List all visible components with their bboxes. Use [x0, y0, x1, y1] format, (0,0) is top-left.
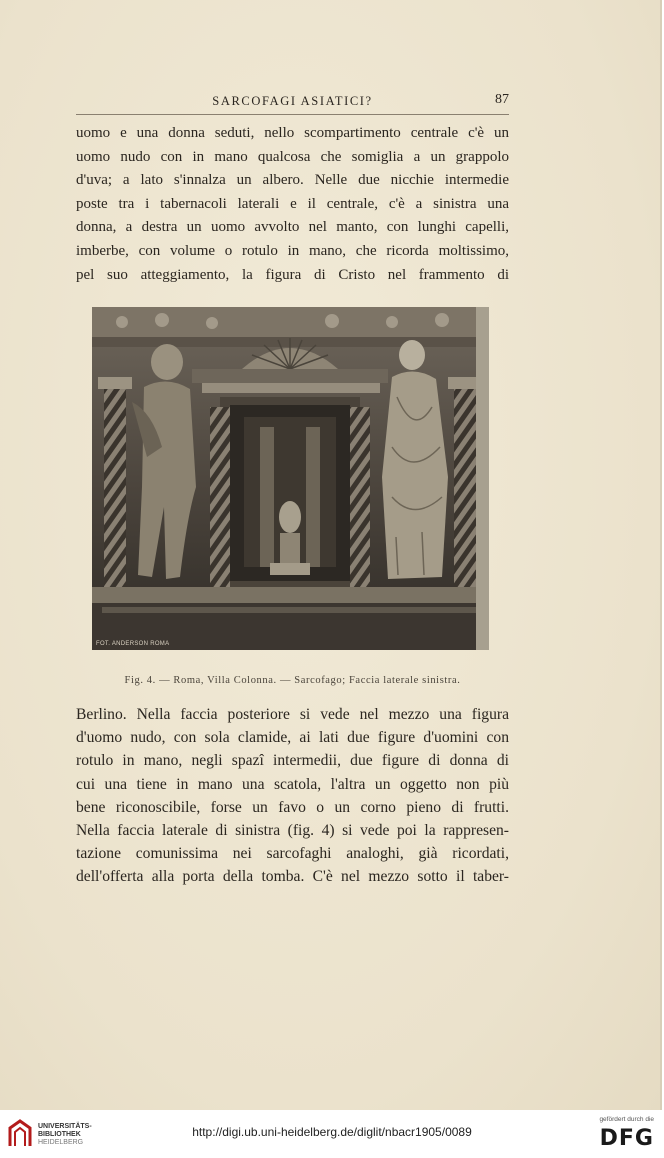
text-line: dell'offerta alla porta della tomba. C'è nel mezzo sotto il taber- — [76, 868, 509, 886]
body-text-bottom — [76, 703, 509, 889]
photo-credit: FOT. ANDERSON ROMA — [96, 641, 170, 647]
text-line: d'uomo nudo, con sola clamide, ai lati due figure d'uomini con — [76, 729, 509, 747]
sarcophagus-relief-image — [92, 307, 489, 650]
text-line: d'uva; a lato s'innalza un albero. Nelle due nicchie intermedie — [76, 172, 509, 189]
text-line: pel suo atteggiamento, la figura di Cristo nel frammento di — [76, 266, 509, 283]
sarcophagus-photograph — [92, 307, 489, 650]
text-line: cui una tiene in mano una scatola, l'altra un oggetto non più — [76, 775, 509, 793]
body-text-top — [76, 122, 509, 287]
page-number: 87 — [495, 92, 509, 107]
text-line: uomo e una donna seduti, nello scompartimento centrale c'è un — [76, 125, 509, 141]
text-line: Berlino. Nella faccia posteriore si vede nel mezzo una figura — [76, 706, 509, 723]
permalink-url[interactable]: http://digi.ub.uni-heidelberg.de/diglit/nbacr1905/0089 — [192, 1125, 472, 1139]
running-head — [76, 92, 509, 115]
dfg-logo: DFG — [599, 1126, 654, 1151]
text-line: Nella faccia laterale di sinistra (fig. 4) si vede poi la rappresen- — [76, 821, 509, 839]
text-line: uomo nudo con in mano qualcosa che somiglia a un grappolo — [76, 148, 509, 165]
viewer-footer — [0, 1110, 664, 1158]
text-line: donna, a destra un uomo avvolto nel manto, con lunghi capelli, — [76, 219, 509, 236]
library-name-line: HEIDELBERG — [38, 1139, 84, 1146]
text-line: imberbe, con volume o rotulo in mano, che ricorda moltissimo, — [76, 242, 509, 259]
text-line: tazione comunissima nei sarcofaghi analoghi, già ricordati, — [76, 845, 509, 863]
text-line: rotulo in mano, negli spazî intermedii, due figure di donna di — [76, 752, 509, 770]
dfg-funding-label: gefördert durch die — [599, 1116, 654, 1123]
running-title: SARCOFAGI ASIATICI? — [212, 94, 373, 108]
library-name-line: BIBLIOTHEK — [38, 1131, 81, 1138]
text-line: bene riconoscibile, forse un favo o un corno pieno di frutti. — [76, 798, 509, 816]
text-line: poste tra i tabernacoli laterali e il centrale, c'è a sinistra una — [76, 195, 509, 212]
library-name-line: UNIVERSITÄTS- — [38, 1123, 92, 1130]
figure-caption: Fig. 4. — Roma, Villa Colonna. — Sarcofago; Faccia laterale sinistra. — [124, 675, 461, 686]
